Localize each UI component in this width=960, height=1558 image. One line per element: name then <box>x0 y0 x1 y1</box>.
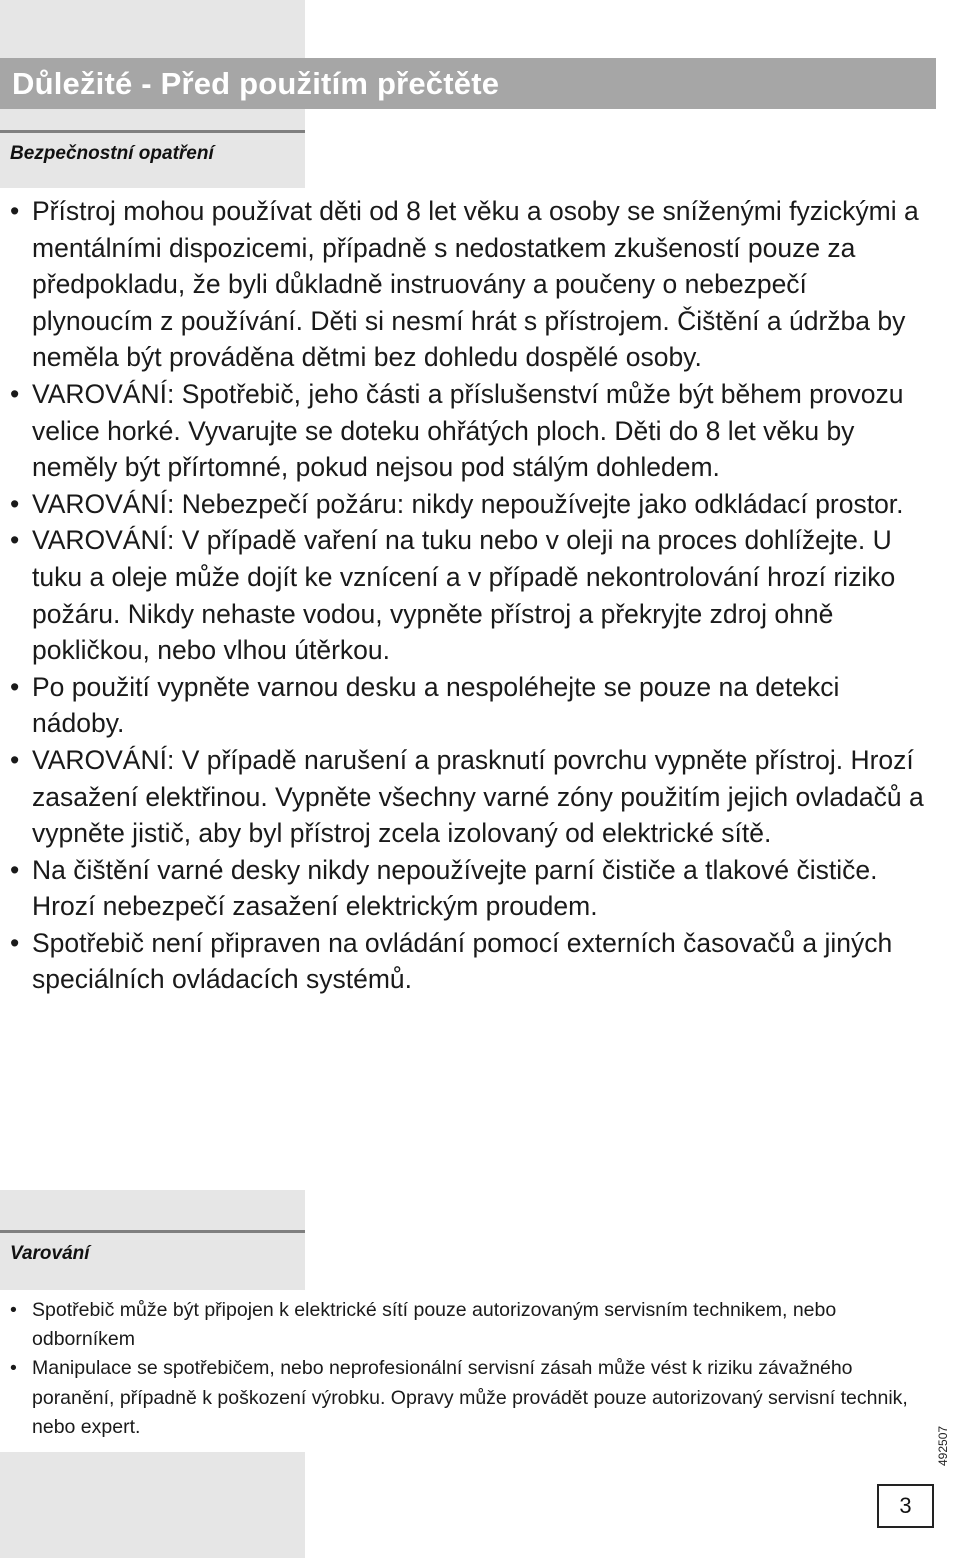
list-item <box>10 742 935 852</box>
list-item <box>10 925 935 998</box>
warning-list <box>10 1296 910 1442</box>
list-item <box>10 852 935 925</box>
list-item-text: Manipulace se spotřebičem, nebo neprofesionální servisní zásah může vést k riziku závažného poranění, případně k poškození výrobku. Opravy může provádět pouze autorizovaný servisní technik, nebo expert. <box>32 1357 908 1438</box>
list-item <box>10 669 935 742</box>
list-item-text: Přístroj mohou používat děti od 8 let věku a osoby se sníženými fyzickými a mentálními dispozicemi, případně s nedostatkem zkušeností pouze za předpokladu, že byli důkladně instruovány a poučeny o nebezpečí plynoucím z používání. Děti si nesmí hrát s přístrojem. Čištění a údržba by neměla být prováděna dětmi bez dohledu dospělé osoby. <box>32 196 919 373</box>
list-item-text: Spotřebič není připraven na ovládání pomocí externích časovačů a jiných speciálních ovládacích systémů. <box>32 927 893 995</box>
warning-section-label: Varování <box>0 1230 305 1278</box>
bullet-icon: • <box>10 1299 17 1321</box>
list-item-text: Po použití vypněte varnou desku a nespoléhejte se pouze na detekci nádoby. <box>32 671 840 739</box>
page-header <box>0 58 936 109</box>
bullet-icon: • <box>10 744 20 775</box>
list-item <box>10 376 935 486</box>
bullet-icon: • <box>10 1357 17 1380</box>
bullet-icon: • <box>10 488 20 519</box>
list-item-text: VAROVÁNÍ: Nebezpečí požáru: nikdy nepoužívejte jako odkládací prostor. <box>32 488 904 519</box>
safety-list <box>10 193 935 998</box>
bullet-icon: • <box>10 854 20 885</box>
list-item <box>10 1354 910 1442</box>
bullet-icon: • <box>10 196 20 226</box>
bullet-icon: • <box>10 525 20 556</box>
page-number: 3 <box>877 1484 934 1528</box>
page-title: Důležité - Před použitím přečtěte <box>12 66 500 101</box>
list-item-text: VAROVÁNÍ: V případě narušení a prasknutí povrchu vypněte přístroj. Hrozí zasažení elektřinou. Vypněte všechny varné zóny použitím jejich ovladačů a vypněte jistič, aby byl přístroj zcela izolovaný od elektrické sítě. <box>32 744 924 849</box>
safety-section-label: Bezpečnostní opatření <box>0 130 305 178</box>
list-item <box>10 486 935 523</box>
bullet-icon: • <box>10 671 20 702</box>
bullet-icon: • <box>10 378 20 409</box>
document-code: 492507 <box>936 1425 950 1466</box>
list-item-text: VAROVÁNÍ: V případě vaření na tuku nebo v oleji na proces dohlížejte. U tuku a oleje může dojít ke vznícení a v případě nekontrolování hrozí riziko požáru. Nikdy nehaste vodou, vypněte přístroj a překryjte zdroj ohně pokličkou, nebo vlhou útěrkou. <box>32 525 896 666</box>
list-item-text: VAROVÁNÍ: Spotřebič, jeho části a příslušenství může být během provozu velice horké. Vyvarujte se doteku ohřátých ploch. Děti do 8 let věku by neměly být přírtomné, pokud nejsou pod stálým dohledem. <box>32 378 904 483</box>
list-item-text: Na čištění varné desky nikdy nepoužívejte parní čističe a tlakové čističe. Hrozí nebezpečí zasažení elektrickým proudem. <box>32 854 878 922</box>
list-item-text: Spotřebič může být připojen k elektrické sítí pouze autorizovaným servisním technikem, nebo odborníkem <box>32 1299 837 1351</box>
list-item <box>10 522 935 668</box>
list-item <box>10 1296 910 1354</box>
bullet-icon: • <box>10 927 20 958</box>
list-item <box>10 193 935 376</box>
